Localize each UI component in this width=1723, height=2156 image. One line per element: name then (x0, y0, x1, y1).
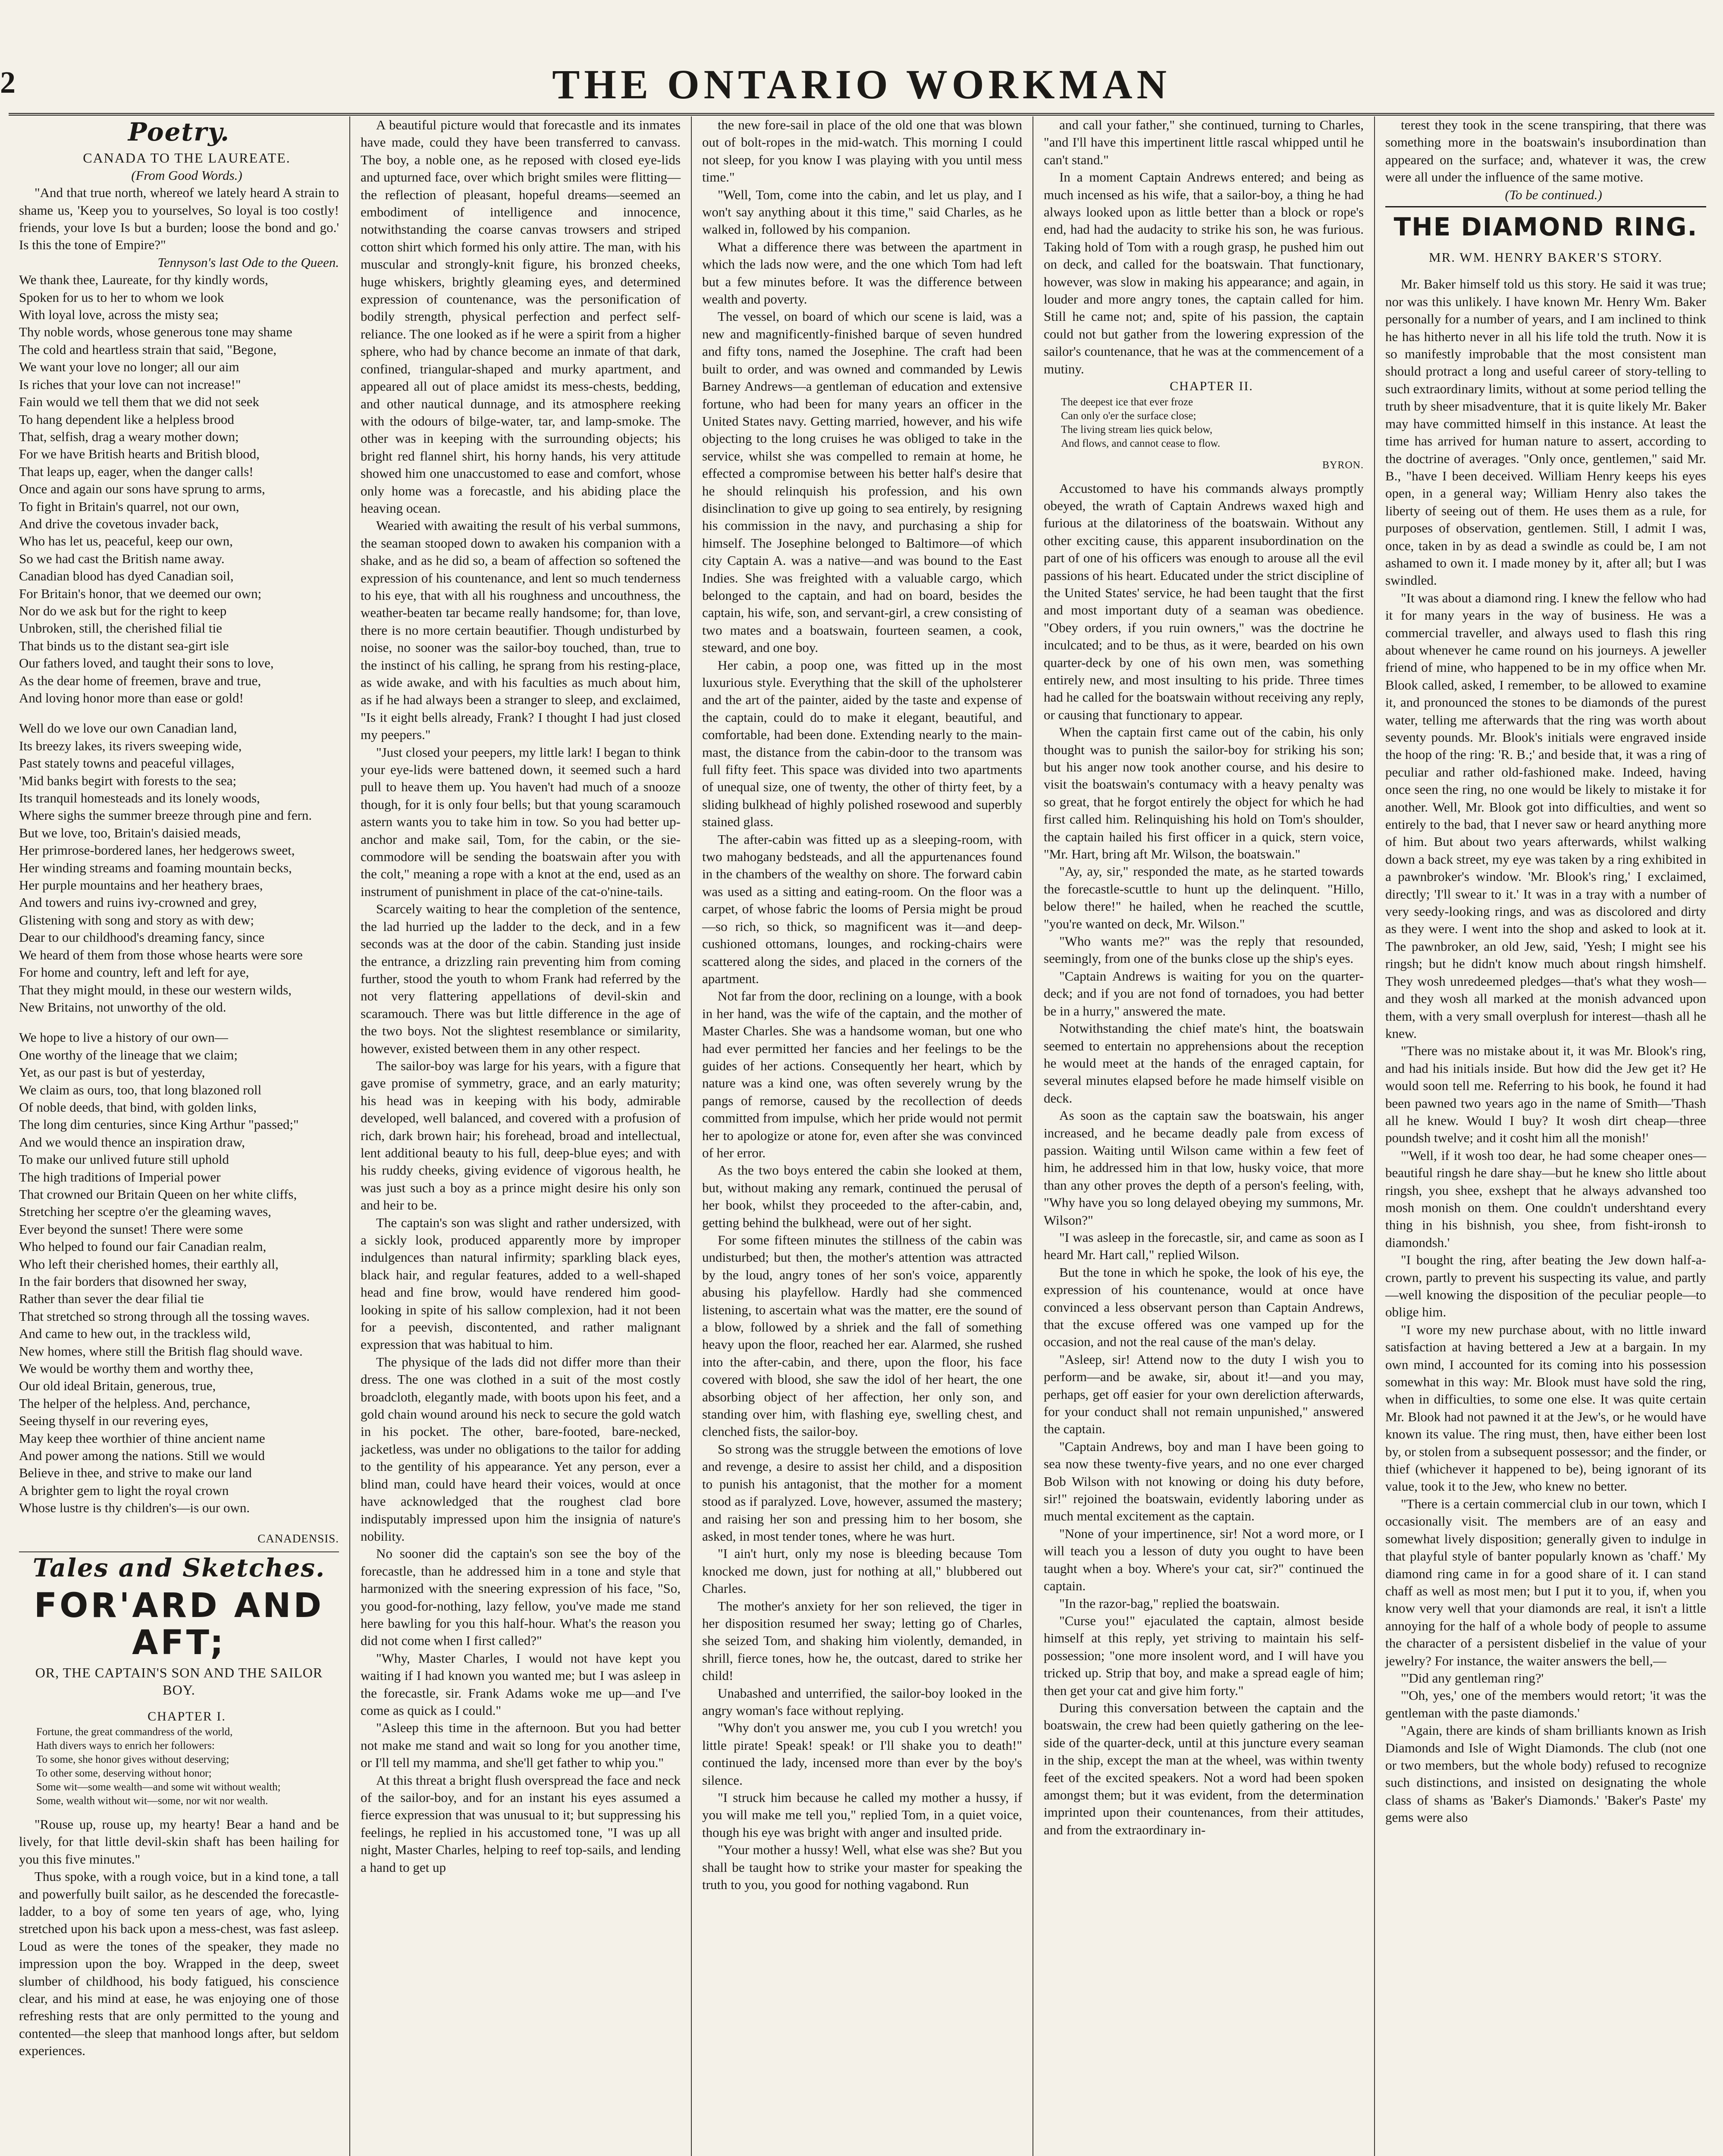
poem-line: We would be worthy them and worthy thee, (19, 1361, 254, 1376)
story-paragraph: So strong was the struggle between the emotions of love and revenge, a desire to assist her child, and a disposition to punish his antagonist, that the mother for a moment stood as if paralyzed. Love, however, assumed the mastery; and raising her son and pressing him to her bosom, she asked, in most tender tones, where he was hurt. (702, 1441, 1022, 1544)
story-paragraph: "Captain Andrews is waiting for you on the quarter-deck; and if you are not fond of tornadoes, you had better be in a hurry," answered the mate. (1044, 968, 1364, 1018)
poem-line: That crowned our Britain Queen on her white cliffs, (19, 1186, 297, 1202)
poem-line: Her purple mountains and her heathery braes, (19, 877, 263, 893)
story-paragraph: The after-cabin was fitted up as a sleeping-room, with two mahogany bedsteads, and all the appurtenances found in the chambers of the wealthy on shore. The forward cabin was used as a sitting and eating-room. On the floor was a carpet, of whose fabric the looms of Persia might be proud—so rich, so thick, so magnificent was it—and deep-cushioned ottomans, lounges, and rocking-chairs were scattered along the sides, and placed in the corners of the apartment. (702, 831, 1022, 986)
story-paragraph: "Captain Andrews, boy and man I have been going to sea now these twenty-five years, and no one ever charged Bob Wilson with not knowing or doing his duty before, sir!" rejoined the boatswain, evidently laboring under as much mental excitement as the captain. (1044, 1438, 1364, 1524)
poem-line: 'Mid banks begirt with forests to the sea; (19, 773, 237, 788)
poem-line: And came to hew out, in the trackless wild, (19, 1326, 251, 1341)
poem-line: Glistening with song and story as with dew; (19, 912, 254, 928)
story-paragraph: At this threat a bright flush overspread the face and neck of the sailor-boy, and for an instant his eyes assumed a fierce expression that was unusual to it; but suppressing his feelings, he replied in his accustomed tone, "I was up all night, Master Charles, helping to reef top-sails, and lending a hand to get up (361, 1772, 681, 1875)
poem-line: A brighter gem to light the royal crown (19, 1482, 229, 1498)
poem-line: Fain would we tell them that we did not seek (19, 394, 260, 410)
poem-line: That stretched so strong through all the tossing waves. (19, 1308, 310, 1324)
story-paragraph: "'Well, if it wosh too dear, he had some cheaper ones—beautiful ringsh he dare shay—but he knew sho little about ringsh, you shee, exshept that he always advanshed too mosh monish on them. One couldn't undershtand every thing in his bishnish, you shee, from fisht-ironsh to diamondsh.' (1385, 1147, 1706, 1250)
story-paragraph: Not far from the door, reclining on a lounge, with a book in her hand, was the wife of the captain, and the mother of Master Charles. She was a handsome woman, but one who had ever permitted her fancies and her feelings to be the guides of her actions. Consequently her heart, which by nature was a kind one, was often severely wrung by the pangs of remorse, caused by the recollection of deeds committed from impulse, which her pride would not permit her to apologize or atone for, even after she was convinced of her error. (702, 988, 1022, 1160)
poem-line: Canadian blood has dyed Canadian soil, (19, 568, 234, 584)
poem-line: That binds us to the distant sea-girt isle (19, 638, 229, 653)
story-paragraph: For some fifteen minutes the stillness of the cabin was undisturbed; but then, the mother's attention was attracted by the loud, angry tones of her son's voice, apparently abusing his playfellow. Hardly had she commenced listening, to ascertain what was the matter, ere the sound of a blow, followed by a shriek and the fall of something heavy upon the floor, reached her ear. Alarmed, she rushed into the after-cabin, and there, upon the floor, his face covered with blood, she saw the idol of her heart, the one absorbing object of her affection, her only son, and standing over him, with flashing eye, swelling chest, and clenched fists, the sailor-boy. (702, 1232, 1022, 1439)
poem-line: May keep thee worthier of thine ancient name (19, 1430, 265, 1446)
chapter-heading: CHAPTER I. (148, 1709, 226, 1724)
story-paragraph: "Your mother a hussy! Well, what else was she? But you shall be taught how to strike your master for speaking the truth to you, you good for nothing vagabond. Run (702, 1842, 1022, 1893)
motto-line: The living stream lies quick below, (1061, 423, 1213, 436)
motto-line: Can only o'er the surface close; (1061, 410, 1196, 422)
story-paragraph: The vessel, on board of which our scene is laid, was a new and magnificently-finished barque of seven hundred and fifty tons, named the Josephine. The craft had been built to order, and was owned and commanded by Lewis Barney Andrews—a gentleman of education and extensive fortune, who had been for many years an officer in the United States navy. Getting married, however, and his wife objecting to the long cruises he was obliged to take in the service, whilst she was compelled to remain at home, he effected a compromise between his better half's desire that he should relinquish his profession, and his own disinclination to give up going to sea entirely, by resigning his commission in the navy, and purchasing a ship for himself. The Josephine belonged to Baltimore—of which city Captain A. was a native—and was bound to the East Indies. She was freighted with a valuable cargo, which belonged to the captain, and had on board, besides the captain, his wife, son, and servant-girl, a crew consisting of two mates and a boatswain, fourteen seamen, a cook, steward, and one boy. (702, 309, 1022, 655)
story-paragraph: Scarcely waiting to hear the completion of the sentence, the lad hurried up the ladder to the deck, and in a few seconds was at the door of the cabin. Standing just inside the entrance, a drizzling rain preventing him from coming further, stood the youth to whom Frank had referred by the not very flattering appellations of devil-skin and scaramouch. There was but little difference in the age of the two boys. Not the slightest resemblance or similarity, however, existed between them in any other respect. (361, 901, 681, 1056)
poem-line: We hope to live a history of our own— (19, 1030, 228, 1045)
poem-line: One worthy of the lineage that we claim; (19, 1047, 238, 1062)
poem-line: Yet, as our past is but of yesterday, (19, 1065, 205, 1080)
poem-line: Rather than sever the dear filial tie (19, 1291, 204, 1307)
poem-line: And loving honor more than ease or gold! (19, 690, 244, 705)
story-paragraph: "Asleep this time in the afternoon. But you had better not make me stand and wait so long for you another time, or I'll tell my mamma, and she'll get father to whip you." (361, 1720, 681, 1771)
story-paragraph: Accustomed to have his commands always promptly obeyed, the wrath of Captain Andrews waxed high and furious at the dilatoriness of the boatswain. Without any other exciting cause, this apparent insubordination on the part of one of his officers was enough to arouse all the evil passions of his heart. Educated under the strict discipline of the United States' service, he had been taught that the first and most important duty of a seaman was obedience. "Obey orders, if you ruin owners," was the doctrine he inculcated; and to be thus, as it were, bearded on his own quarter-deck by one of his own men, was something entirely new, and most insulting to his pride. Three times had he called for the boatswain without receiving any reply, or causing that functionary to appear. (1044, 480, 1364, 722)
poem-line: The high traditions of Imperial power (19, 1169, 221, 1185)
chapter-motto-attribution (1061, 458, 1364, 472)
motto-line: Hath divers ways to enrich her followers: (36, 1739, 215, 1752)
poem-line: Our fathers loved, and taught their sons to love, (19, 655, 274, 671)
story-paragraph: "None of your impertinence, sir! Not a word more, or I will teach you a lesson of duty you ought to have been taught when a boy. Where's your cat, sir?" continued the captain. (1044, 1526, 1364, 1594)
motto-line: Fortune, the great commandress of the world, (36, 1726, 233, 1738)
story-paragraph: Her cabin, a poop one, was fitted up in the most luxurious style. Everything that the skill of the upholsterer and the art of the painter, aided by the taste and expense of the captain, could do to make it elegant, beautiful, and comfortable, had been done. Extending nearly to the main-mast, the distance from the cabin-door to the transom was full fifty feet. This space was divided into two apartments of unequal size, one of twenty, the other of thirty feet, by a sliding bulkhead of highly polished rosewood and superbly stained glass. (702, 657, 1022, 830)
poem-line: In the fair borders that disowned her sway, (19, 1274, 247, 1289)
story-paragraph: "I wore my new purchase about, with no little inward satisfaction at having bettered a Jew at a bargain. In my own mind, I accounted for its coming into his possession somewhat in this way: Mr. Blook must have sold the ring, when in difficulties, to some one else. It was quite certain Mr. Blook had not pawned it at the Jew's, or he would have known its value. The ring must, then, have either been lost by, or stolen from a subsequent possessor; and the finder, or thief (whichever it happened to be), being ignorant of its value, took it to the Jew, who knew no better. (1385, 1322, 1706, 1494)
story-paragraph: The captain's son was slight and rather undersized, with a sickly look, produced apparently more by improper indulgences than natural infirmity; sparkling black eyes, black hair, and regular features, added to a well-shaped head and fine brow, would have rendered him good-looking in spite of his sallow complexion, had it not been for a peevish, discontented, and rather malignant expression that was habitual to him. (361, 1215, 681, 1352)
story-text (1385, 116, 1706, 186)
story-paragraph: Mr. Baker himself told us this story. He said it was true; nor was this unlikely. I have known Mr. Henry Wm. Baker personally for a number of years, and I am inclined to think he has hitherto never in all his life told the truth. Now it is so manifestly improbable that the most consistent man should protract a long and useful career of story-telling to such extraordinary limits, without at some period telling the truth by sheer misadventure, that it is quite likely Mr. Baker may have committed himself in this instance. At least the time has arrived for human nature to assert, according to the doctrine of averages. "Only once, gentlemen," said Mr. B., "have I been deceived. William Henry keeps his eyes open, in a general way; William Henry also takes the liberty of seeing out of them. He uses them as a rule, for purposes of observation, gentlemen. Still, I admit I was, once, taken in by as dead a swindle as could be, I am not ashamed to own it. I made money by it, after all; but I was swindled. (1385, 276, 1706, 588)
story-paragraph: "'Did any gentleman ring?' (1401, 1670, 1544, 1686)
story-text (1044, 116, 1364, 378)
story-paragraph: In a moment Captain Andrews entered; and being as much incensed as his wife, that a sailor-boy, a thing he had always looked upon as little better than a block or rope's end, had had the audacity to strike his son, he was furious. Taking hold of Tom with a rough grasp, he pushed him out on deck, and called for the boatswain. That functionary, however, was slow in making his appearance; and again, in louder and more angry tones, the captain called for him. Still he came not; and, spite of his passion, the captain could not but gather from the lowering expression of the sailor's countenance, that he was at the commencement of a mutiny. (1044, 169, 1364, 376)
poem-line: Where sighs the summer breeze through pine and fern. (19, 808, 312, 823)
motto-line: Some, wealth without wit—some, nor wit nor wealth. (36, 1795, 268, 1807)
motto-author: BYRON. (1322, 459, 1364, 471)
story-paragraph: "Why, Master Charles, I would not have kept you waiting if I had known you wanted me; but I was asleep in the forecastle, sir. Frank Adams woke me up—and I've come as quick as I could." (361, 1650, 681, 1718)
poem-line: The cold and heartless strain that said, "Begone, (19, 342, 277, 357)
poem-line: The long dim centuries, since King Arthur "passed;" (19, 1117, 299, 1132)
poem-line: Its tranquil homesteads and its lonely woods, (19, 790, 260, 806)
poem-line: Past stately towns and peaceful villages, (19, 755, 235, 771)
story-paragraph: "It was about a diamond ring. I knew the fellow who had it for many years in the way of business. He was a commercial traveller, and always used to flash this ring about whenever he came round on his journeys. A jeweller friend of mine, who happened to be in my office when Mr. Blook called, asked, I remember, to be allowed to examine it, and pronounced the stones to be diamonds of the purest water, telling me afterwards that the ring was worth about seventy pounds. Mr. Blook's initials were engraved inside the hoop of the ring: 'R. B.;' and beside that, it was a ring of peculiar and rather old-fashioned make. Indeed, having once seen the ring, no one would be likely to mistake it for another. Well, Mr. Blook got into difficulties, and went so entirely to the bad, that I never saw or heard anything more of him. But about two years afterwards, whilst walking down a back street, my eye was taken by a ring exhibited in a pawnbroker's window. 'Mr. Blook's ring,' I exclaimed, directly; 'I'll swear to it.' It was in a tray with a number of very seedy-looking rings, and was as discolored and dirty as they were. I went into the shop and asked to look at it. The pawnbroker, an old Jew, said, 'Yesh; I might see his ringsh; but he didn't know much about ringsh himshelf. They wosh unredeemed pledges—that's what they wosh—and they wosh all marked at the monish advanced upon them, with a very small overplush for interest—thash all he knew. (1385, 590, 1706, 1041)
story-paragraph: A beautiful picture would that forecastle and its inmates have made, could they have been transferred to canvass. The boy, a noble one, as he reposed with closed eye-lids and upturned face, over which bright smiles were flitting—the reflection of pleasant, hopeful dreams—seemed an embodiment of intelligence and innocence, notwithstanding the coarse canvas trowsers and striped cotton shirt which formed his only attire. The man, with his muscular and strongly-knit figure, his bronzed cheeks, huge whiskers, brightly gleaming eyes, and determined expression of countenance, was the personification of bodily strength, physical perfection and perfect self-reliance. The one looked as if he were a spirit from a higher sphere, who had by chance become an inmate of that dark, confined, triangular-shaped and murky apartment, and appeared all out of place amidst its mess-chests, bedding, and other nautical dunnage, and its atmosphere reeking with the odours of bilge-water, tar, and lamp-smoke. The other was in keeping with the surrounding objects; his bright red flannel shirt, his horny hands, his very attitude showed him one unaccustomed to ease and comfort, whose only home was a forecastle, and his abiding place the heaving ocean. (361, 117, 681, 516)
poem-line: We heard of them from those whose hearts were sore (19, 947, 303, 962)
story-text (1044, 480, 1364, 1839)
story-paragraph: As soon as the captain saw the boatswain, his anger increased, and he became deadly pale from excess of passion. Waiting until Wilson came within a few feet of him, he addressed him in that low, husky voice, that more than any other proves the depth of a person's feeling, with, "Why have you so long delayed obeying my summons, Mr. Wilson?" (1044, 1108, 1364, 1228)
poem-title: CANADA TO THE LAUREATE. (83, 150, 291, 166)
story-paragraph: "Just closed your peepers, my little lark! I began to think your eye-lids were battened down, it seemed such a hard pull to heave them up. You haven't had much of a snooze though, for it is only four bells; but that young scaramouch astern wants you to take him in tow. So you had better up-anchor and make sail, Tom, for the cabin, or the sie-commodore will be sending the boatswain after you with the colt," meaning a rope with a knot at the end, used as an instrument of punishment in place of the cat-o'nine-tails. (361, 744, 681, 899)
poem-line: And power among the nations. Still we would (19, 1448, 265, 1463)
poem-line: As the dear home of freemen, brave and true, (19, 673, 261, 688)
poem-line: Thy noble words, whose generous tone may shame (19, 324, 292, 340)
poem-line: Our old ideal Britain, generous, true, (19, 1378, 216, 1394)
chapter-motto (36, 1725, 339, 1808)
story-paragraph: "I bought the ring, after beating the Jew down half-a-crown, partly to prevent his suspecting its value, and partly—well knowing the disposition of the peculiar people—to oblige him. (1385, 1252, 1706, 1320)
poem-line: Who left their cherished homes, their earthly all, (19, 1256, 279, 1272)
story-paragraph: During this conversation between the captain and the boatswain, the crew had been quietly gathering on the lee-side of the quarter-deck, until at this juncture every seaman in the ship, except the man at the wheel, was within twenty feet of the excited speakers. Not a word had been spoken amongst them; but it was evident, from the determination imprinted upon their countenances, from their attitudes, and from the extraordinary in- (1044, 1700, 1364, 1837)
story-paragraph: Wearied with awaiting the result of his verbal summons, the seaman stooped down to awaken his companion with a shake, and as he did so, a beam of affection so softened the expression of his countenance, and lent so much tenderness to his eye, that with all his roughness and uncouthness, the weather-beaten tar became really handsome; for, than love, there is no more certain beautifier. Though undisturbed by noise, no sooner was the sailor-boy touched, than, true to the instinct of his calling, he sprang from his resting-place, as wide awake, and with his faculties as much about him, as if he had always been a stranger to sleep, and exclaimed, "Is it eight bells already, Frank? I thought I had just closed my peepers." (361, 518, 681, 743)
story-paragraph: Unabashed and unterrified, the sailor-boy looked in the angry woman's face without replying. (702, 1685, 1022, 1718)
story-title: FOR'ARD AND AFT; (34, 1586, 324, 1662)
poem-line: New homes, where still the British flag should wave. (19, 1343, 303, 1359)
poem-line: That they might mould, in these our western wilds, (19, 982, 292, 997)
poem-line: Who has let us, peaceful, keep our own, (19, 533, 233, 549)
story-paragraph: The physique of the lads did not differ more than their dress. The one was clothed in a suit of the most costly broadcloth, elegantly made, with boots upon his feet, and a gold chain wound around his neck to secure the gold watch in his pocket. The other, bare-footed, bare-necked, jacketless, was under no obligations to the tailor for adding to the gentility of his appearance. Yet any person, ever a blind man, could have heard their voices, would at once have acknowledged that the roughest clad bore indisputably impressed upon him the insignia of nature's nobility. (361, 1354, 681, 1544)
story-paragraph: The sailor-boy was large for his years, with a figure that gave promise of symmetry, grace, and an early maturity; his head was in keeping with his body, admirable developed, well balanced, and covered with a profusion of rich, dark brown hair; his forehead, broad and intellectual, lent additional beauty to his full, deep-blue eyes; and with his ruddy cheeks, giving evidence of vigorous health, he was just such a boy as a prince might desire his only son and heir to be. (361, 1058, 681, 1213)
story-paragraph: "There is a certain commercial club in our town, which I occasionally visit. The members are of an easy and somewhat lively disposition; generally given to indulge in that playful style of banter popularly known as 'chaff.' My diamond ring came in for a good share of it. I can stand chaff as well as most men; but I put it to you, if, when you know very well that your diamonds are real, it isn't a little annoying for the half of a whole body of people to assume the character of a persistent disbelief in the value of your jewelry? For instance, the waiter answers the bell,— (1385, 1496, 1706, 1668)
story-paragraph: As the two boys entered the cabin she looked at them, but, without making any remark, continued the perusal of her book, whilst they proceeded to the after-cabin, and, getting behind the bulkhead, were out of her sight. (702, 1163, 1022, 1230)
poem-line: Its breezy lakes, its rivers sweeping wide, (19, 738, 242, 753)
story-paragraph: "Rouse up, rouse up, my hearty! Bear a hand and be lively, for that little devil-skin shaft has been hailing for you this five minutes." (19, 1816, 339, 1867)
poem-line: Seeing thyself in our revering eyes, (19, 1413, 209, 1429)
story-paragraph: The mother's anxiety for her son relieved, the tiger in her disposition resumed her sway; letting go of Charles, she seized Tom, and shaking him violently, demanded, in shrill, fierce tones, how he, the outcast, dared to strike her child! (702, 1598, 1022, 1683)
article-columns (9, 116, 1717, 2156)
tales-section-head: Tales and Sketches. (32, 1553, 326, 1583)
section-divider (19, 1551, 339, 1552)
masthead (0, 47, 1723, 112)
story-paragraph: "Well, Tom, come into the cabin, and let us play, and I won't say anything about it this time," said Charles, as he walked in, followed by his companion. (702, 187, 1022, 237)
diamond-story-subtitle: MR. WM. HENRY BAKER'S STORY. (1429, 250, 1663, 265)
poem-line: Her primrose-bordered lanes, her hedgerows sweet, (19, 843, 295, 858)
poem-line: And drive the covetous invader back, (19, 516, 219, 531)
poem-epigraph: "And that true north, whereof we lately heard A strain to shame us, 'Keep you to yourselves, So loyal is too costly! friends, your love Is but a burden; loose the bond and go.' Is this the tone of Empire?" (19, 185, 339, 253)
poem-line: The helper of the helpless. And, perchance, (19, 1395, 251, 1411)
diamond-story-title: THE DIAMOND RING. (1393, 212, 1698, 242)
chapter-heading: CHAPTER II. (1170, 379, 1253, 394)
poem-stanza (19, 720, 339, 1016)
poem-line: We thank thee, Laureate, for thy kindly words, (19, 272, 268, 288)
page-number: 2 (0, 65, 16, 100)
poem-stanza (19, 271, 339, 707)
story-paragraph: "I was asleep in the forecastle, sir, and came as soon as I heard Mr. Hart call," replied Wilson. (1044, 1229, 1364, 1263)
story-paragraph: No sooner did the captain's son see the boy of the forecastle, than he addressed him in a tone and style that harmonized with the sneering expression of his face, "So, you good-for-nothing, lazy fellow, you've made me stand here bawling for you this half-hour. What's the reason you did not come when I first called?" (361, 1546, 681, 1648)
story-subtitle: OR, THE CAPTAIN'S SON AND THE SAILOR BOY. (35, 1664, 323, 1698)
poem-line: To fight in Britain's quarrel, not our own, (19, 498, 239, 514)
story-paragraph: "Who wants me?" was the reply that resounded, seemingly, from one of the bunks close up the ship's eyes. (1044, 934, 1364, 966)
story-paragraph: Notwithstanding the chief mate's hint, the boatswain seemed to entertain no apprehensions about the reception he would meet at the hands of the enraged captain, for several minutes elapsed before he made himself visible on deck. (1044, 1021, 1364, 1106)
motto-line: And flows, and cannot cease to flow. (1061, 437, 1221, 449)
poem-line: Of noble deeds, that bind, with golden links, (19, 1099, 257, 1115)
poem-line: To make our unlived future still uphold (19, 1152, 229, 1167)
poem-signoff: CANADENSIS. (257, 1532, 339, 1545)
story-paragraph: "Asleep, sir! Attend now to the duty I wish you to perform—and be awake, sir, about it!—and you may, perhaps, get off easier for your own dereliction afterwards, for your conduct shall not remain unpunished," answered the captain. (1044, 1351, 1364, 1437)
poem-line: But we love, too, Britain's daisied meads, (19, 825, 241, 840)
poem-stanza (19, 1029, 339, 1517)
column-3 (692, 116, 1033, 2156)
paper-title: THE ONTARIO WORKMAN (552, 61, 1171, 107)
poem-line: Is riches that your love can not increase!" (19, 376, 241, 392)
column-4 (1033, 116, 1375, 2156)
poem-line: Stretching her sceptre o'er the gleaming waves, (19, 1204, 271, 1219)
story-text (361, 116, 681, 1876)
poem-line: For home and country, left and left for aye, (19, 965, 249, 980)
section-divider (1385, 206, 1706, 207)
motto-line: To other some, deserving without honor; (36, 1767, 212, 1779)
poem-line: Unbroken, still, the cherished filial tie (19, 620, 222, 636)
to-be-continued: (To be continued.) (1505, 187, 1602, 202)
column-5 (1375, 116, 1717, 2156)
poem-line: Her winding streams and foaming mountain becks, (19, 860, 292, 875)
column-1 (9, 116, 350, 2156)
motto-line: To some, she honor gives without deserving; (36, 1753, 229, 1765)
story-text (702, 116, 1022, 1893)
poetry-section-head: Poetry. (128, 117, 230, 147)
story-paragraph: "Again, there are kinds of sham brilliants known as Irish Diamonds and Isle of Wight Diamonds. The club (not one or two members, but the whole body) refused to recognize such distinctions, and insisted on designating the whole class of shams as 'Baker's Diamonds.' 'Baker's Paste' my gems were also (1385, 1723, 1706, 1825)
poem-line: To hang dependent like a helpless brood (19, 411, 234, 427)
poem-line: That, selfish, drag a weary mother down; (19, 429, 239, 444)
chapter-motto (1061, 395, 1364, 451)
story-paragraph: What a difference there was between the apartment in which the lads now were, and the one which Tom had left but a few minutes before. It was the difference between wealth and poverty. (702, 239, 1022, 307)
poem-line: Who helped to found our fair Canadian realm, (19, 1239, 267, 1254)
poem-line: Dear to our childhood's dreaming fancy, since (19, 930, 265, 945)
poem-line: Nor do we ask but for the right to keep (19, 603, 227, 618)
story-text (19, 1816, 339, 2060)
poem-source: (From Good Words.) (131, 167, 242, 183)
poem-line: For Britain's honor, that we deemed our own; (19, 586, 262, 601)
story-paragraph: the new fore-sail in place of the old one that was blown out of bolt-ropes in the mid-watch. This morning I could not sleep, for you know I was playing with you until mess time." (702, 117, 1022, 185)
story-paragraph: "Curse you!" ejaculated the captain, almost beside himself at this reply, yet striving to maintain his self-possession; "one more insolent word, and I will have you tricked up. Strip that boy, and make a spread eagle of him; then get your cat and give him forty." (1044, 1613, 1364, 1698)
poem-line: Once and again our sons have sprung to arms, (19, 481, 265, 497)
story-paragraph: and call your father," she continued, turning to Charles, "and I'll have this impertinent little rascal whipped until he can't stand." (1044, 117, 1364, 167)
story-text (1385, 276, 1706, 1826)
poem-line: New Britains, not unworthy of the old. (19, 999, 226, 1015)
story-paragraph: "There was no mistake about it, it was Mr. Blook's ring, and had his initials inside. But how did the Jew get it? He would soon tell me. Referring to his book, he found it had been pawned two years ago in the name of Smith—'Thash all he knew. Would I buy? It wosh dirt cheap—three poundsh twelve; and it cosht him all the monish!' (1385, 1043, 1706, 1146)
story-paragraph: Thus spoke, with a rough voice, but in a kind tone, a tall and powerfully built sailor, as he descended the forecastle-ladder, to a boy of some ten years of age, who, lying stretched upon his back upon a mess-chest, was fast asleep. Loud as were the tones of the speaker, they made no impression upon the boy. Wrapped in the deep, sweet slumber of childhood, his body fatigued, his conscience clear, and his mind at ease, he was enjoying one of those refreshing rests that are only permitted to the young and contented—the sleep that manhood longs after, but seldom experiences. (19, 1869, 339, 2059)
story-paragraph: "Why don't you answer me, you cub I you wretch! you little pirate! Speak! speak! or I'll shake you to death!" continued the lady, incensed more than ever by the boy's silence. (702, 1720, 1022, 1788)
poem-line: Spoken for us to her to whom we look (19, 289, 224, 305)
story-paragraph: "I struck him because he called my mother a hussy, if you will make me tell you," replied Tom, in a quiet voice, though his eye was bright with anger and insulted pride. (702, 1790, 1022, 1840)
poem-line: And we would thence an inspiration draw, (19, 1134, 245, 1150)
poem-line: Ever beyond the sunset! There were some (19, 1221, 243, 1237)
poem-line: Whose lustre is thy children's—is our own. (19, 1500, 250, 1516)
story-paragraph: "In the razor-bag," replied the boatswain. (1059, 1595, 1280, 1611)
story-paragraph: terest they took in the scene transpiring, that there was something more in the boatswain's insubordination than appeared on the surface; and, whatever it was, the crew were all under the influence of the same motive. (1385, 117, 1706, 185)
masthead-rule (9, 113, 1714, 116)
motto-line: The deepest ice that ever froze (1061, 396, 1193, 408)
poem-line: We want your love no longer; all our aim (19, 359, 239, 375)
column-2 (350, 116, 692, 2156)
poem-line: Well do we love our own Canadian land, (19, 721, 237, 736)
story-paragraph: "Ay, ay, sir," responded the mate, as he started towards the forecastle-scuttle to hunt up the delinquent. "Hillo, below there!" he hailed, when he reached the scuttle, "you're wanted on deck, Mr. Wilson." (1044, 864, 1364, 931)
motto-line: Some wit—some wealth—and some wit without wealth; (36, 1781, 281, 1793)
poem-line: We claim as ours, too, that long blazoned roll (19, 1082, 262, 1097)
poem-epigraph-attribution: Tennyson's last Ode to the Queen. (157, 254, 339, 270)
poem-line: With loyal love, across the misty sea; (19, 307, 219, 323)
story-paragraph: But the tone in which he spoke, the look of his eye, the expression of his countenance, would at once have convinced a less observant person than Captain Andrews, that the excuse offered was one vamped up for the occasion, and not the real cause of the man's delay. (1044, 1264, 1364, 1350)
story-paragraph: "'Oh, yes,' one of the members would retort; 'it was the gentleman with the paste diamonds.' (1385, 1688, 1706, 1720)
poem-line: And towers and ruins ivy-crowned and grey, (19, 895, 257, 910)
poem-line: So we had cast the British name away. (19, 551, 225, 566)
poem-line: That leaps up, eager, when the danger calls! (19, 464, 254, 479)
story-paragraph: "I ain't hurt, only my nose is bleeding because Tom knocked me down, just for nothing at all," blubbered out Charles. (702, 1546, 1022, 1596)
poem-line: For we have British hearts and British blood, (19, 446, 260, 462)
story-paragraph: When the captain first came out of the cabin, his only thought was to punish the sailor-boy for striking his son; but his anger now took another course, and his desire to visit the boatswain's contumacy with a heavy penalty was so great, that he forgot entirely the object for which he had first called him. Relinquishing his hold on Tom's shoulder, the captain hailed his first officer in a quick, stern voice, "Mr. Hart, bring aft Mr. Wilson, the boatswain." (1044, 724, 1364, 862)
poem-line: Believe in thee, and strive to make our land (19, 1465, 252, 1481)
